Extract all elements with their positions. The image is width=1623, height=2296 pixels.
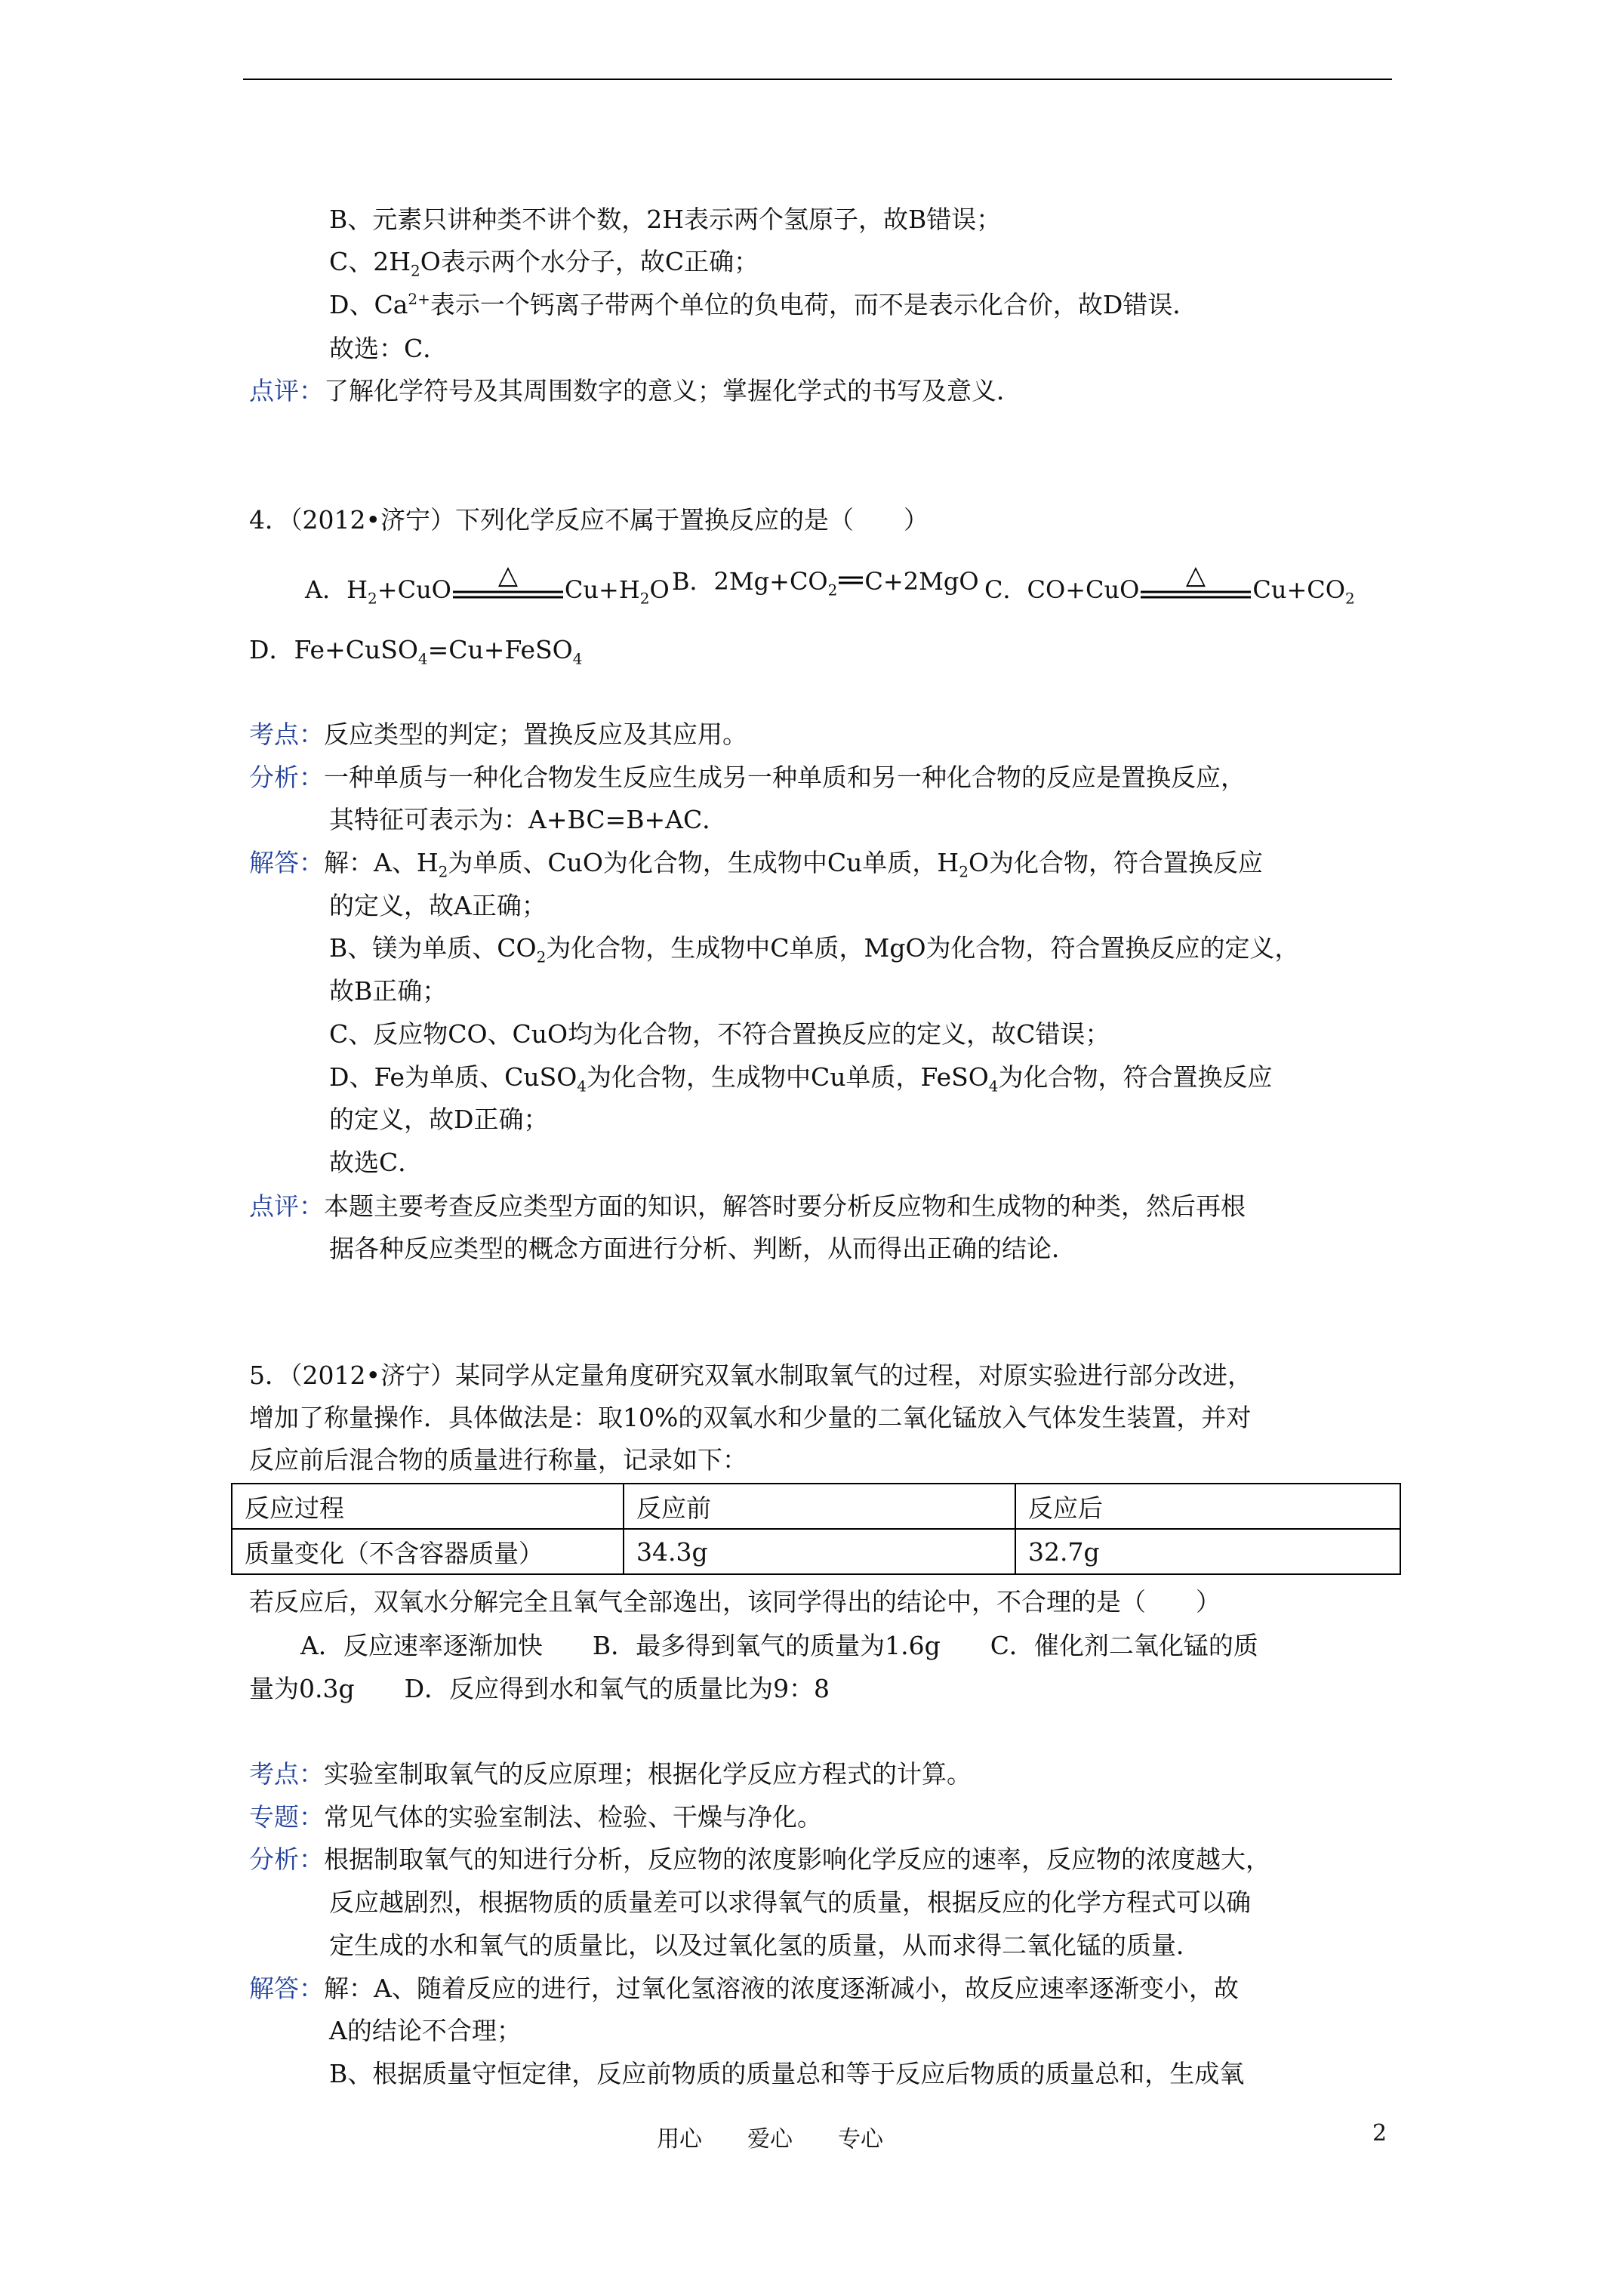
q4-solution-line: C、反应物CO、CuO均为化合物，不符合置换反应的定义，故C错误； <box>329 1019 1110 1049</box>
q5-options: A．反应速率逐渐加快 B．最多得到氧气的质量为1.6g C．催化剂二氧化锰的质 <box>300 1631 1258 1660</box>
table-cell: 34.3g <box>624 1529 1015 1574</box>
q4-solution-line: B、镁为单质、$CO_2$为化合物，生成物中C单质，MgO为化合物，符合置换反应的定义， <box>329 933 1300 966</box>
q4-option-b: B．$2Mg+CO_2$ C+2MgO <box>672 567 979 599</box>
q4-solution-line: 的定义，故D正确； <box>329 1105 549 1134</box>
q3-line-b: B、元素只讲种类不讲个数，2H表示两个氢原子，故B错误； <box>329 205 1002 234</box>
q5-topic: 专题：常见气体的实验室制法、检验、干燥与净化。 <box>249 1802 822 1832</box>
table-header-cell: 反应前 <box>624 1484 1015 1529</box>
q3-line-d: D、$Ca^{2+}$表示一个钙离子带两个单位的负电荷，而不是表示化合价，故D错误． <box>329 290 1198 319</box>
q3-comment: 点评：了解化学符号及其周围数字的意义；掌握化学式的书写及意义． <box>249 376 1021 405</box>
q4-key-point: 考点：反应类型的判定；置换反应及其应用。 <box>249 720 747 749</box>
q5-options-line: 量为0.3g D．反应得到水和氧气的质量比为9：8 <box>249 1674 830 1703</box>
header-rule <box>243 79 1392 80</box>
q5-stem-line: 增加了称量操作．具体做法是：取10%的双氧水和少量的二氧化锰放入气体发生装置，并对 <box>249 1403 1252 1432</box>
table-header-cell: 反应过程 <box>232 1484 624 1529</box>
table-header-cell: 反应后 <box>1015 1484 1400 1529</box>
q4-comment-line: 据各种反应类型的概念方面进行分析、判断，从而得出正确的结论． <box>329 1234 1076 1263</box>
heat-equal-sign <box>451 565 565 618</box>
q5-analysis-label: 分析：根据制取氧气的知进行分析，反应物的浓度影响化学反应的速率，反应物的浓度越大， <box>249 1845 1270 1874</box>
q4-solution-label: 解答：解：A、$H_2$为单质、CuO为化合物，生成物中Cu单质，$H_2O$为化合物，符合置换反应 <box>249 848 1263 881</box>
q3-line-c: C、$2H_2O$表示两个水分子，故C正确； <box>329 247 759 280</box>
q4-solution-answer: 故选C． <box>329 1148 423 1177</box>
q3-line-answer: 故选：C． <box>329 334 448 363</box>
equal-sign <box>837 567 864 600</box>
key-point-label: 考点： <box>249 720 324 749</box>
q5-solution-label: 解答：解：A、随着反应的进行，过氧化氢溶液的浓度逐渐减小，故反应速率逐渐变小，故 <box>249 1974 1239 2003</box>
q5-solution-line: A的结论不合理； <box>329 2016 522 2045</box>
svg-text:△: △ <box>497 565 518 590</box>
q4-solution-line: D、Fe为单质、CuSO$_4$为化合物，生成物中Cu单质，FeSO$_4$为化合物，符合置换反应 <box>329 1062 1273 1096</box>
table-cell: 质量变化（不含容器质量） <box>232 1529 624 1574</box>
q4-analysis-label: 分析：一种单质与一种化合物发生反应生成另一种单质和另一种化合物的反应是置换反应， <box>249 763 1246 792</box>
q4-option-a: A．$H_2+CuO$ △ $Cu+H_2O$ <box>305 565 670 618</box>
mass-table <box>231 1483 1401 1575</box>
q4-stem: 4．（2012•济宁）下列化学反应不属于置换反应的是（ ） <box>249 505 929 535</box>
table-row <box>232 1484 1400 1529</box>
table-row <box>232 1529 1400 1574</box>
q4-comment: 点评：本题主要考查反应类型方面的知识，解答时要分析反应物和生成物的种类，然后再根 <box>249 1191 1246 1221</box>
q4-analysis-line: 其特征可表示为：A+BC=B+AC． <box>329 805 728 834</box>
q5-stem-line: 反应前后混合物的质量进行称量，记录如下： <box>249 1445 747 1475</box>
q5-stem: 5．（2012•济宁）某同学从定量角度研究双氧水制取氧气的过程，对原实验进行部分改进， <box>249 1361 1252 1390</box>
comment-label: 点评： <box>249 376 324 405</box>
q4-solution-line: 故B正确； <box>329 976 448 1006</box>
footer-motto: 用心 爱心 专心 <box>657 2126 883 2153</box>
q4-solution-line: 的定义，故A正确； <box>329 891 547 920</box>
q5-analysis-line: 定生成的水和氧气的质量比，以及过氧化氢的质量，从而求得二氧化锰的质量． <box>329 1931 1201 1960</box>
page-number: 2 <box>1372 2120 1387 2147</box>
q4-option-d: D．Fe+CuSO$_4$=Cu+FeSO$_4$ <box>249 635 583 668</box>
heat-equal-sign <box>1139 565 1252 618</box>
q5-question: 若反应后，双氧水分解完全且氧气全部逸出，该同学得出的结论中，不合理的是（ ） <box>249 1587 1221 1616</box>
q5-solution-line: B、根据质量守恒定律，反应前物质的质量总和等于反应后物质的质量总和，生成氧 <box>329 2059 1245 2088</box>
q5-key-point: 考点：实验室制取氧气的反应原理；根据化学反应方程式的计算。 <box>249 1759 972 1789</box>
q4-option-c: C．CO+CuO △ $Cu+CO_2$ <box>984 565 1355 618</box>
table-cell: 32.7g <box>1015 1529 1400 1574</box>
q5-analysis-line: 反应越剧烈，根据物质的质量差可以求得氧气的质量，根据反应的化学方程式可以确 <box>329 1888 1251 1917</box>
svg-text:△: △ <box>1186 565 1206 590</box>
